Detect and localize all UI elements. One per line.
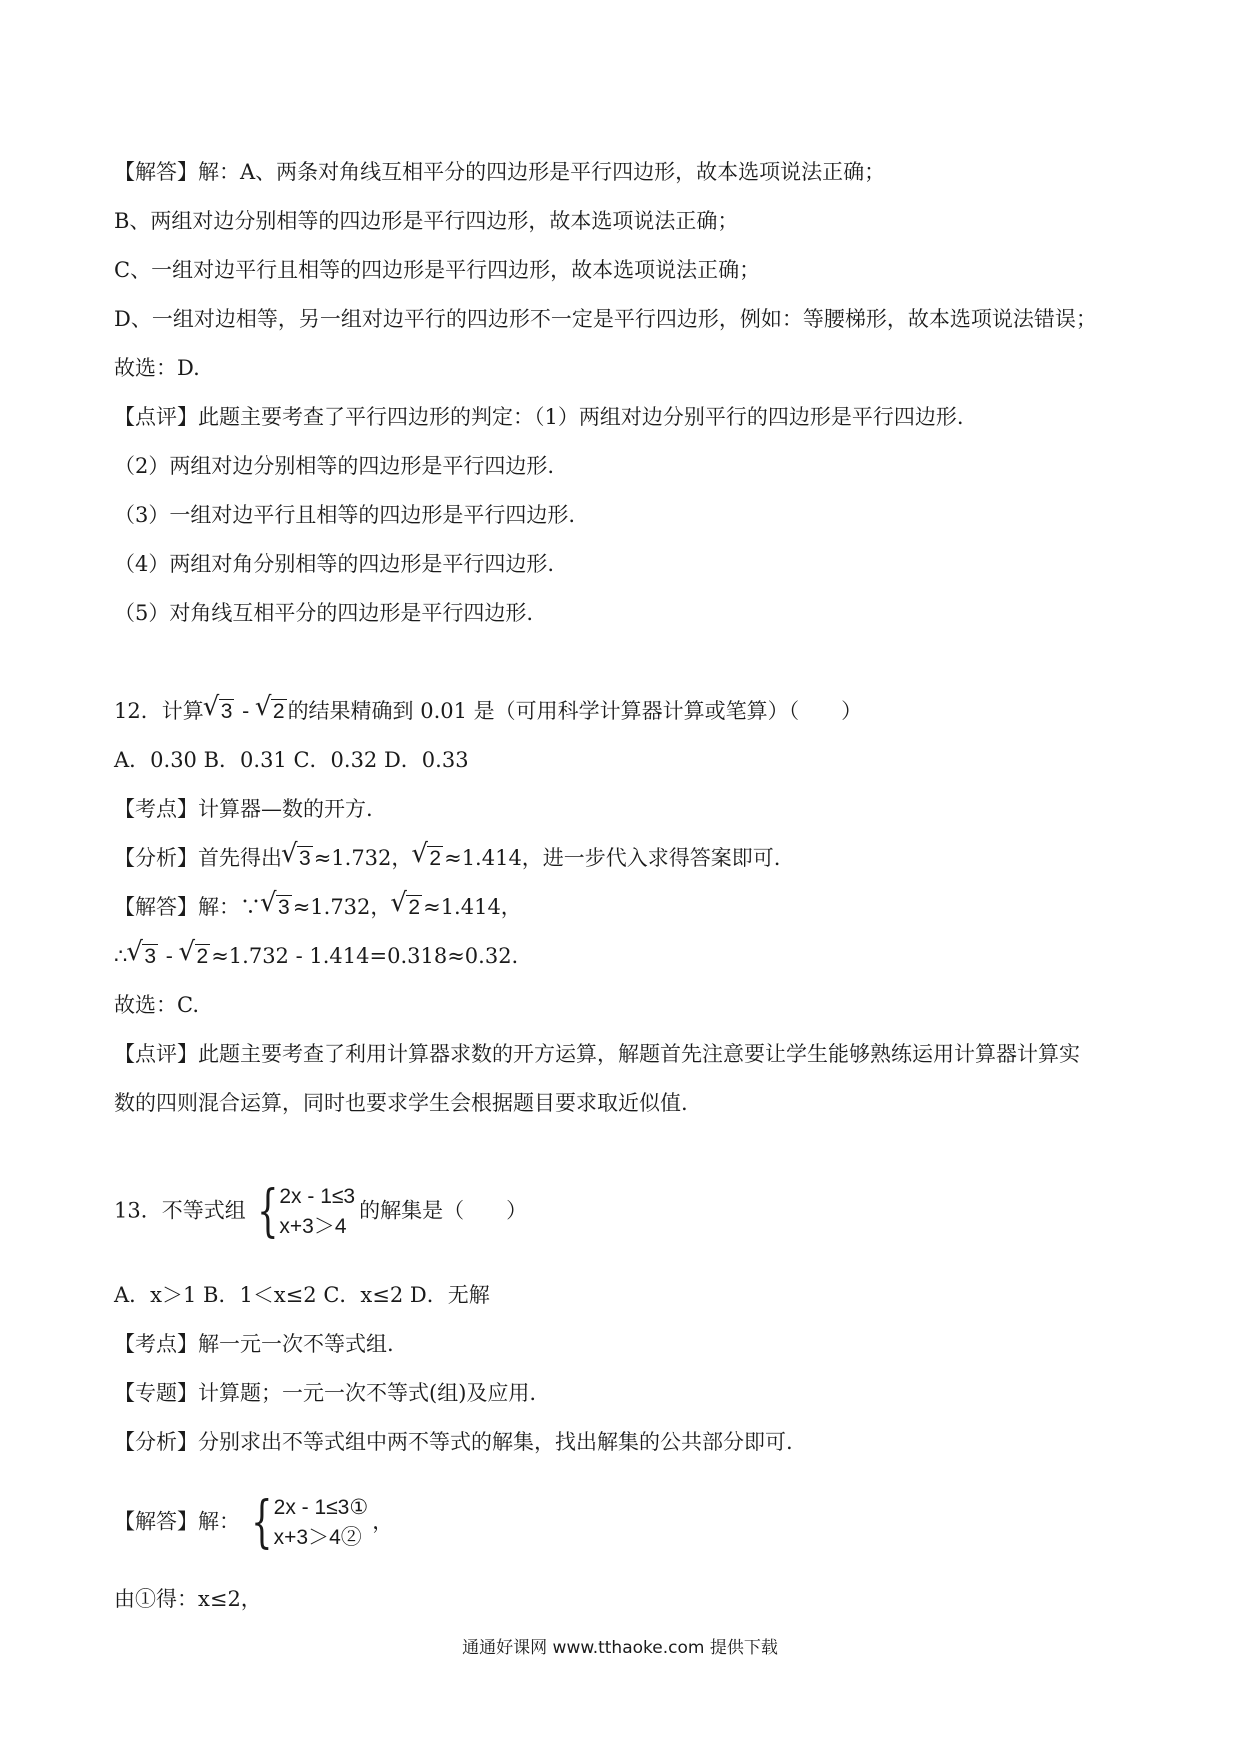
q12-question: [114, 697, 862, 726]
jieda-suffix: ，: [372, 1509, 394, 1534]
q13-from-1: 由①得：x≤2，: [114, 1587, 262, 1611]
inequality-system-numbered: [244, 1490, 369, 1555]
q11-comment-1: 【点评】此题主要考查了平行四边形的判定：（1）两组对边分别平行的四边形是平行四边形.: [114, 405, 964, 429]
therefore-symbol: ∴: [114, 944, 128, 968]
q13-options: A．x＞1 B．1＜x≤2 C．x≤2 D．无解: [114, 1283, 490, 1307]
radicand: 2: [196, 945, 209, 968]
radicand: 3: [144, 945, 157, 968]
q11-answer-c: C、一组对边平行且相等的四边形是平行四边形，故本选项说法正确；: [114, 258, 761, 282]
q12-result: [114, 942, 518, 971]
q12-comment-1: 【点评】此题主要考查了利用计算器求数的开方运算，解题首先注意要让学生能够熟练运用计算器计算实: [114, 1042, 1080, 1066]
inequality-system: [250, 1179, 356, 1244]
sqrt-3: [262, 893, 292, 922]
q13-jieda: [114, 1490, 394, 1555]
q13-zhuanti: 【专题】计算题；一元一次不等式(组)及应用.: [114, 1381, 537, 1405]
left-brace: {: [251, 1490, 273, 1555]
q11-choice: 故选：D.: [114, 356, 200, 380]
q12-comment-2: 数的四则混合运算，同时也要求学生会根据题目要求取近似值.: [114, 1091, 688, 1115]
radicand: 2: [272, 700, 285, 723]
sqrt-3: [128, 942, 158, 971]
sqrt-3: [205, 697, 235, 726]
q11-answer-b: B、两组对边分别相等的四边形是平行四边形，故本选项说法正确；: [114, 209, 739, 233]
q13-prefix: 13．不等式组: [114, 1198, 246, 1223]
q12-fenxi: [114, 844, 780, 873]
approx-text: ≈1.732，: [313, 846, 413, 870]
q12-options: A．0.30 B．0.31 C．0.32 D．0.33: [114, 748, 469, 772]
sqrt-2: [257, 697, 287, 726]
q13-question: [114, 1179, 528, 1244]
q11-answer-a: 【解答】解：A、两条对角线互相平分的四边形是平行四边形，故本选项说法正确；: [114, 160, 886, 184]
q11-comment-3: （3）一组对边平行且相等的四边形是平行四边形.: [114, 503, 576, 527]
inequality-2-numbered: x+3＞4②: [273, 1526, 362, 1549]
left-brace: {: [256, 1179, 279, 1244]
inequality-1: 2x - 1≤3: [279, 1185, 356, 1208]
inequality-1-numbered: 2x - 1≤3①: [273, 1496, 369, 1519]
inequality-2: x+3＞4: [279, 1215, 347, 1238]
q12-choice: 故选：C.: [114, 993, 199, 1017]
jieda-prefix: 【解答】解：: [114, 1509, 240, 1534]
q11-comment-2: （2）两组对边分别相等的四边形是平行四边形.: [114, 454, 555, 478]
q13-kaodian: 【考点】解一元一次不等式组.: [114, 1332, 394, 1356]
q11-comment-4: （4）两组对角分别相等的四边形是平行四边形.: [114, 552, 555, 576]
q11-answer-d: D、一组对边相等，另一组对边平行的四边形不一定是平行四边形，例如：等腰梯形，故本选项说法错误；: [114, 307, 1097, 331]
fenxi-prefix: 【分析】首先得出: [114, 846, 282, 870]
radicand: 3: [278, 896, 290, 919]
q12-prefix: 12．计算: [114, 699, 204, 723]
sqrt-2: [392, 893, 422, 922]
q11-comment-5: （5）对角线互相平分的四边形是平行四边形.: [114, 601, 534, 625]
jieda-prefix: 【解答】解：∵: [114, 895, 261, 919]
approx-text: ≈1.732，: [292, 895, 392, 919]
radicand: 3: [299, 847, 311, 870]
sqrt-2: [181, 942, 211, 971]
minus: -: [235, 699, 256, 723]
q12-jieda: [114, 893, 522, 922]
page-footer: 通通好课网 www.tthaoke.com 提供下载: [462, 1638, 778, 1658]
sqrt-2: [413, 844, 443, 873]
result-text: ≈1.732 - 1.414=0.318≈0.32.: [211, 944, 519, 968]
q13-suffix: 的解集是（ ）: [359, 1198, 528, 1223]
radicand: 2: [429, 847, 442, 870]
approx-text: ≈1.414，进一步代入求得答案即可.: [444, 846, 781, 870]
radicand: 3: [220, 700, 233, 723]
approx-text: ≈1.414，: [423, 895, 522, 919]
minus: -: [159, 944, 180, 968]
radicand: 2: [408, 896, 421, 919]
q13-fenxi: 【分析】分别求出不等式组中两不等式的解集，找出解集的公共部分即可.: [114, 1430, 793, 1454]
q12-kaodian: 【考点】计算器—数的开方.: [114, 797, 373, 821]
q12-suffix: 的结果精确到 0.01 是（可用科学计算器计算或笔算）（ ）: [287, 699, 863, 723]
sqrt-3: [283, 844, 313, 873]
